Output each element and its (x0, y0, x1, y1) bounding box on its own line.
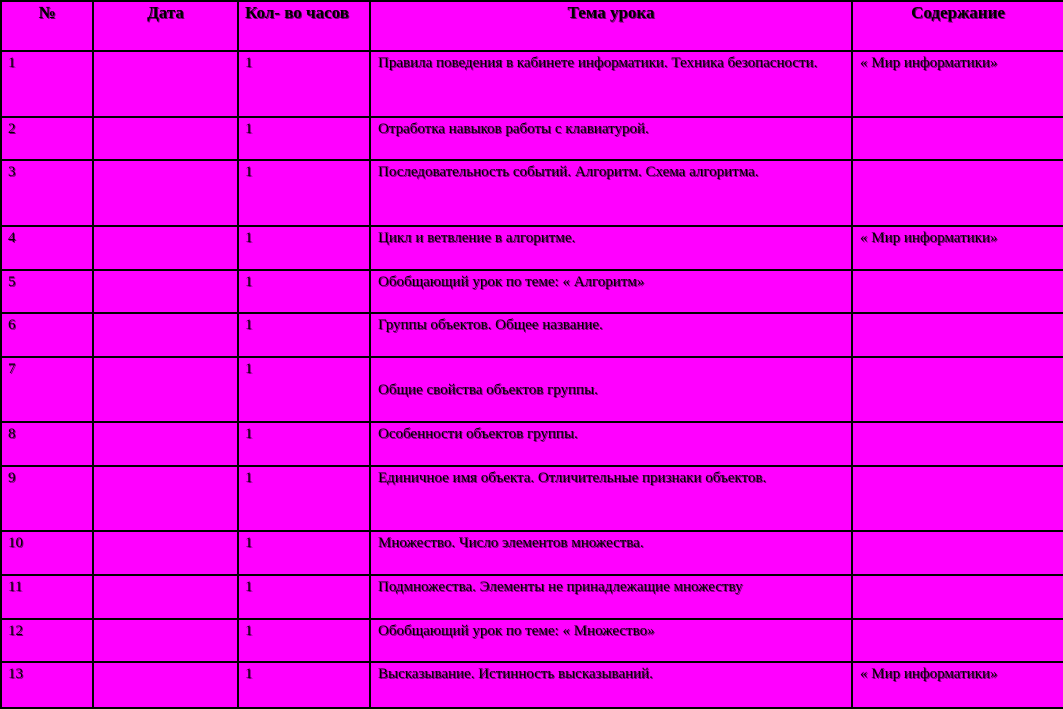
cell-number: 2 (1, 117, 93, 160)
header-topic: Тема урока (370, 1, 852, 51)
cell-number: 13 (1, 662, 93, 708)
cell-date (93, 117, 238, 160)
cell-content (852, 619, 1063, 662)
cell-number: 3 (1, 160, 93, 226)
table-row (1, 531, 1063, 575)
table-row (1, 466, 1063, 531)
cell-topic: Подмножества. Элементы не принадлежащие множеству (370, 575, 852, 619)
cell-date (93, 422, 238, 466)
header-content: Содержание (852, 1, 1063, 51)
header-number: № (1, 1, 93, 51)
cell-topic: Единичное имя объекта. Отличительные признаки объектов. (370, 466, 852, 531)
cell-content (852, 313, 1063, 357)
cell-content: « Мир информатики» (852, 662, 1063, 708)
cell-topic: Группы объектов. Общее название. (370, 313, 852, 357)
cell-hours: 1 (238, 422, 370, 466)
cell-date (93, 662, 238, 708)
table-row (1, 619, 1063, 662)
cell-number: 10 (1, 531, 93, 575)
cell-number: 9 (1, 466, 93, 531)
table-row (1, 313, 1063, 357)
cell-content: « Мир информатики» (852, 226, 1063, 270)
cell-content (852, 160, 1063, 226)
header-date: Дата (93, 1, 238, 51)
cell-date (93, 160, 238, 226)
cell-topic (370, 357, 852, 422)
cell-hours: 1 (238, 662, 370, 708)
cell-topic: Особенности объектов группы. (370, 422, 852, 466)
cell-date (93, 575, 238, 619)
cell-date (93, 313, 238, 357)
cell-content (852, 531, 1063, 575)
cell-hours: 1 (238, 270, 370, 313)
cell-number: 6 (1, 313, 93, 357)
cell-content (852, 575, 1063, 619)
cell-number: 7 (1, 357, 93, 422)
cell-topic: Высказывание. Истинность высказываний. (370, 662, 852, 708)
cell-number: 11 (1, 575, 93, 619)
cell-hours: 1 (238, 466, 370, 531)
table-row (1, 117, 1063, 160)
table-row (1, 51, 1063, 117)
table-row (1, 357, 1063, 422)
header-hours: Кол- во часов (238, 1, 370, 51)
cell-date (93, 531, 238, 575)
cell-topic: Цикл и ветвление в алгоритме. (370, 226, 852, 270)
cell-hours: 1 (238, 160, 370, 226)
cell-topic: Множество. Число элементов множества. (370, 531, 852, 575)
cell-hours: 1 (238, 357, 370, 422)
cell-hours: 1 (238, 575, 370, 619)
cell-hours: 1 (238, 226, 370, 270)
cell-date (93, 270, 238, 313)
cell-date (93, 226, 238, 270)
cell-number: 12 (1, 619, 93, 662)
cell-content (852, 466, 1063, 531)
cell-number: 5 (1, 270, 93, 313)
table-row (1, 422, 1063, 466)
cell-content (852, 357, 1063, 422)
cell-topic: Последовательность событий. Алгоритм. Схема алгоритма. (370, 160, 852, 226)
cell-date (93, 466, 238, 531)
cell-date (93, 51, 238, 117)
header-row (1, 1, 1063, 51)
cell-date (93, 619, 238, 662)
table-row (1, 575, 1063, 619)
cell-hours: 1 (238, 619, 370, 662)
cell-number: 4 (1, 226, 93, 270)
table-row (1, 270, 1063, 313)
cell-topic: Обобщающий урок по теме: « Алгоритм» (370, 270, 852, 313)
cell-hours: 1 (238, 531, 370, 575)
cell-topic: Обобщающий урок по теме: « Множество» (370, 619, 852, 662)
cell-topic: Отработка навыков работы с клавиатурой. (370, 117, 852, 160)
cell-topic-text: Общие свойства объектов группы. (378, 382, 598, 398)
cell-hours: 1 (238, 117, 370, 160)
cell-number: 1 (1, 51, 93, 117)
table-row (1, 226, 1063, 270)
table-row (1, 662, 1063, 708)
cell-date (93, 357, 238, 422)
cell-content (852, 422, 1063, 466)
cell-content: « Мир информатики» (852, 51, 1063, 117)
cell-content (852, 270, 1063, 313)
table-row (1, 160, 1063, 226)
cell-hours: 1 (238, 51, 370, 117)
cell-content (852, 117, 1063, 160)
cell-number: 8 (1, 422, 93, 466)
cell-hours: 1 (238, 313, 370, 357)
cell-topic: Правила поведения в кабинете информатики. Техника безопасности. (370, 51, 852, 117)
